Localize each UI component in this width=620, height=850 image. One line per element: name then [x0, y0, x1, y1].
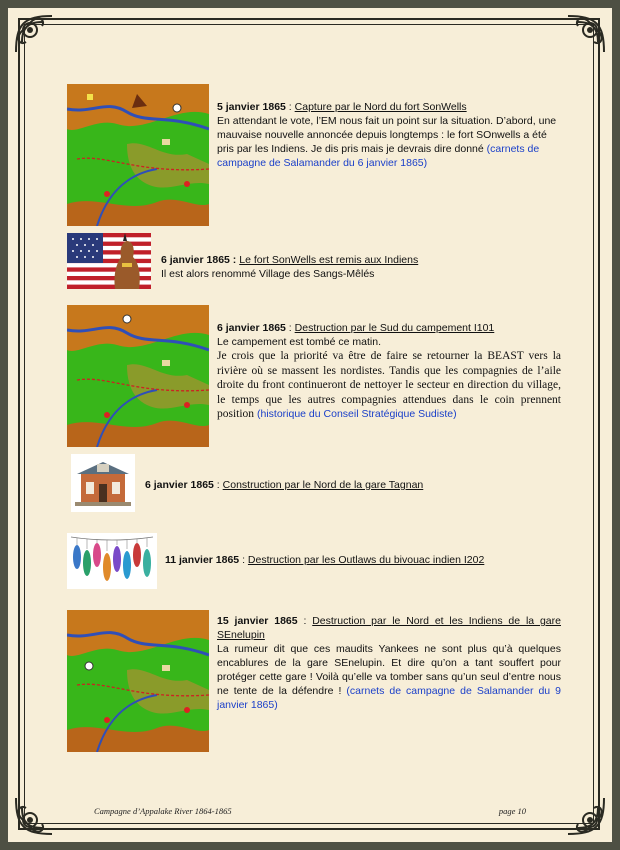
- entry-date: 15 janvier 1865: [217, 615, 298, 627]
- map-image: [67, 84, 209, 226]
- page-number: page 10: [498, 806, 526, 816]
- entry-title: Capture par le Nord du fort SonWells: [294, 101, 467, 113]
- entry-3: [217, 321, 561, 422]
- footer-campaign: Campagne d’Appalake River 1864-1865: [94, 806, 232, 816]
- entry-body: Le campement est tombé ce matin.: [217, 336, 381, 348]
- page: [8, 8, 612, 842]
- entry-title: Le fort SonWells est remis aux Indiens: [239, 254, 419, 266]
- entry-date: 6 janvier 1865: [217, 322, 286, 334]
- separator: :: [239, 554, 248, 566]
- feathers-image: [67, 533, 157, 589]
- entry-date: 6 janvier 1865 :: [161, 254, 237, 266]
- corner-ornament-icon: [546, 776, 608, 838]
- entry-1: [217, 100, 561, 170]
- entry-date: 11 janvier 1865: [165, 554, 240, 566]
- separator: :: [297, 615, 313, 627]
- corner-ornament-icon: [12, 12, 74, 74]
- entry-body: En attendant le vote, l’EM nous fait un point sur la situation. D’abord, une mauvaise nouvelle annoncée depuis longtemps : le fort SOnwells a été pris par les Indiens. Je dis pris mais je devrais dire donné: [217, 115, 557, 155]
- flag-image: [67, 233, 151, 289]
- entry-body: Il est alors renommé Village des Sangs-Mêlés: [161, 268, 375, 280]
- entry-title: Destruction par le Sud du campement I101: [294, 322, 495, 334]
- entry-title: Destruction par le Nord et les Indiens de la gare SEnelupin: [217, 615, 561, 641]
- source-link[interactable]: (carnets de campagne de Salamander du 6 janvier 1865): [217, 143, 540, 169]
- entry-body: La rumeur dit que ces maudits Yankees ne sont plus qu’à quelques encablures de la gare SEnelupin. Et dire qu’on a tant souffert pour protéger cette gare ! Voilà qu’elle va tomber sans qu’un seul d’entre nous ne tente de la défendre !: [217, 643, 561, 697]
- entry-4: [145, 478, 561, 492]
- source-link[interactable]: (carnets de campagne de Salamander du 9 janvier 1865): [217, 685, 561, 711]
- entry-title: Destruction par les Outlaws du bivouac indien I202: [247, 554, 485, 566]
- corner-ornament-icon: [12, 776, 74, 838]
- map-image: [67, 610, 209, 752]
- entry-date: 6 janvier 1865: [145, 479, 214, 491]
- entry-body: Je crois que la priorité va être de faire se retourner la BEAST vers la rivière où se massent les nordistes. Tandis que les compagnies de l’aile droite du front continueront de nettoyer le secteur en direction du village, le temps que les autres compagnies attendues dans le coin prennent position: [217, 350, 561, 420]
- map-image: [67, 305, 209, 447]
- source-link[interactable]: (historique du Conseil Stratégique Sudiste): [256, 408, 457, 420]
- entry-date: 5 janvier 1865: [217, 101, 286, 113]
- corner-ornament-icon: [546, 12, 608, 74]
- entry-6: [217, 614, 561, 712]
- separator: :: [285, 101, 295, 113]
- entry-2: [161, 253, 561, 281]
- separator: :: [285, 322, 295, 334]
- station-image: [71, 454, 135, 512]
- separator: :: [213, 479, 223, 491]
- entry-title: Construction par le Nord de la gare Tagnan: [222, 479, 424, 491]
- entry-5: [165, 553, 561, 567]
